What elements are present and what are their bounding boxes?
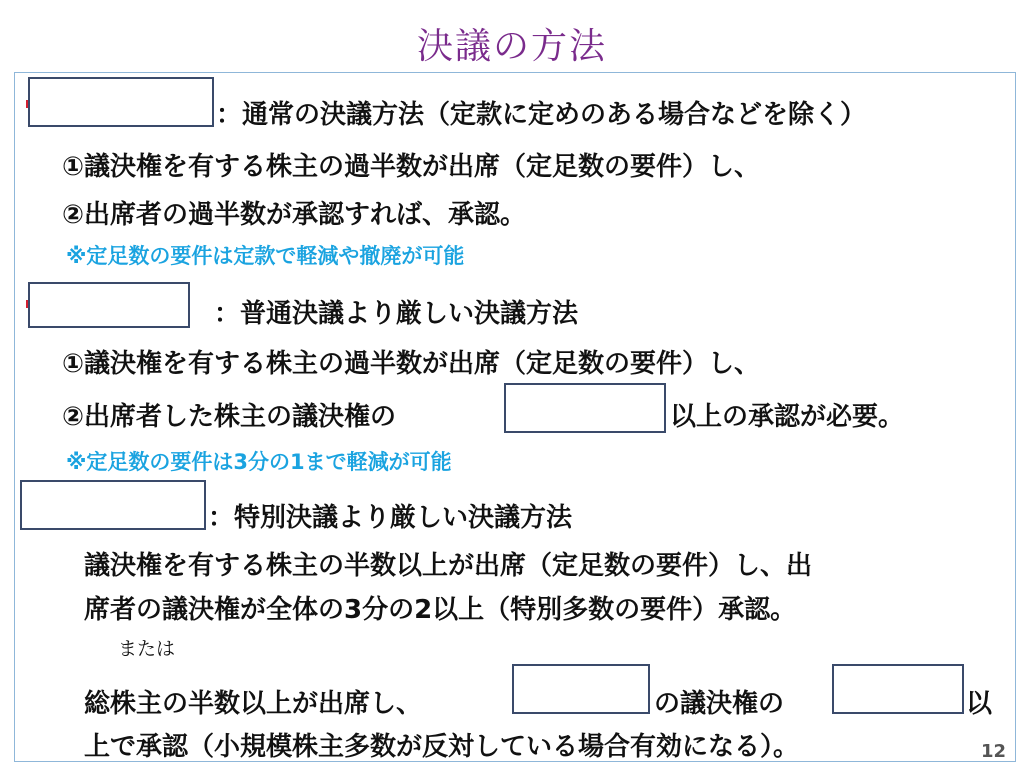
section2-line1: ①議決権を有する株主の過半数が出席（定足数の要件）し、 (62, 349, 761, 379)
section1-note: ※定足数の要件は定款で軽減や撤廃が可能 (66, 244, 465, 268)
section2-note: ※定足数の要件は3分の1まで軽減が可能 (66, 450, 452, 474)
blank-box-6 (832, 664, 964, 714)
section3-last-line: 上で承認（小規模株主多数が反対している場合有効になる）。 (84, 732, 800, 762)
section2-line2-before: ②出席者した株主の議決権の (62, 402, 397, 432)
section3-alt-b: の議決権の (654, 689, 785, 719)
section1-line2: ②出席者の過半数が承認すれば、承認。 (62, 200, 527, 230)
blank-box-3 (504, 383, 666, 433)
section3-label: ：特別決議より厳しい決議方法 (208, 503, 573, 533)
section3-alt-c: 以 (966, 689, 993, 719)
slide-title: 決議の方法 (416, 26, 607, 67)
blank-box-5 (512, 664, 650, 714)
section3-para-line2: 席者の議決権が全体の3分の2以上（特別多数の要件）承認。 (84, 595, 797, 625)
blank-box-2 (28, 282, 190, 328)
section3-para-line1: 議決権を有する株主の半数以上が出席（定足数の要件）し、出 (84, 551, 813, 581)
section3-alt-a: 総株主の半数以上が出席し、 (84, 689, 423, 719)
blank-box-1 (28, 77, 214, 127)
section2-label: ：普通決議より厳しい決議方法 (214, 299, 579, 329)
section1-label: ：通常の決議方法（定款に定めのある場合などを除く） (216, 100, 867, 130)
section1-line1: ①議決権を有する株主の過半数が出席（定足数の要件）し、 (62, 152, 761, 182)
section3-or-text: または (118, 638, 176, 660)
blank-box-4 (20, 480, 206, 530)
section2-line2-after: 以上の承認が必要。 (670, 402, 905, 432)
page-number: 12 (980, 741, 1006, 762)
